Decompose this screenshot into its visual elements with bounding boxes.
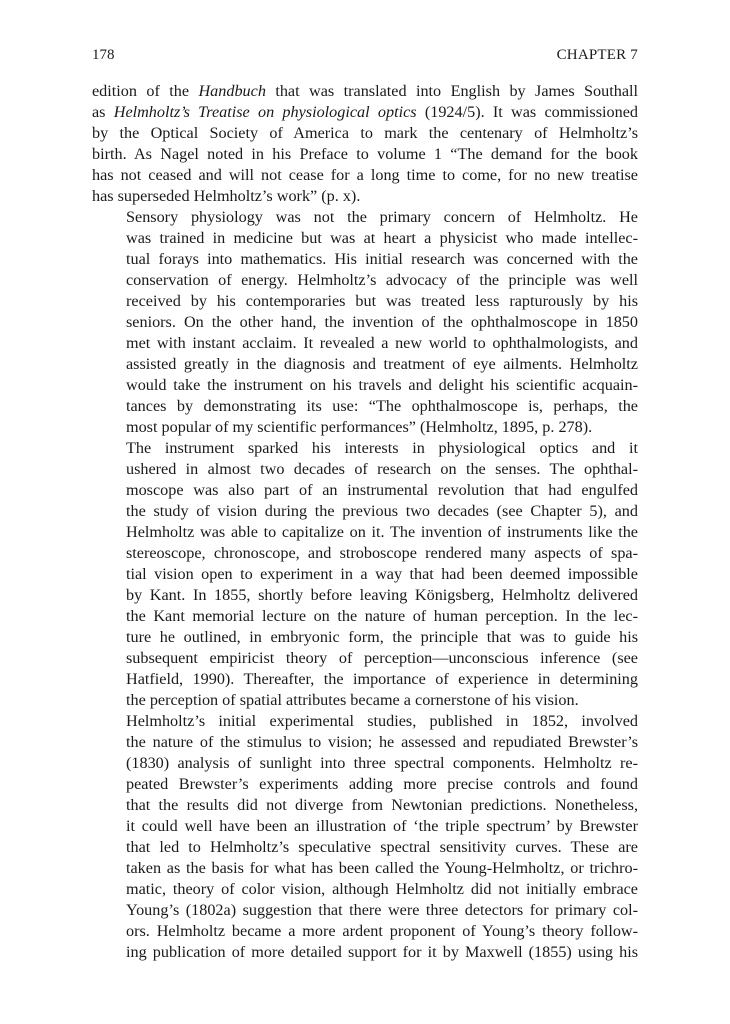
paragraph bbox=[92, 438, 638, 711]
text-line: that the results did not diverge from Newtonian predictions. Nonetheless, bbox=[126, 796, 638, 814]
text-line: met with instant acclaim. It revealed a new world to ophthalmologists, and bbox=[126, 334, 638, 352]
text-line: The instrument sparked his interests in physiological optics and it bbox=[126, 439, 638, 457]
page-header bbox=[92, 45, 638, 65]
text-line: ing publication of more detailed support for it by Maxwell (1855) using his bbox=[126, 943, 638, 961]
text-line: subsequent empiricist theory of perception—unconscious inference (see bbox=[126, 649, 638, 667]
text-line: ushered in almost two decades of research on the senses. The ophthal- bbox=[126, 460, 638, 478]
text-line: assisted greatly in the diagnosis and treatment of eye ailments. Helmholtz bbox=[126, 355, 638, 373]
text-line: tances by demonstrating its use: “The ophthalmoscope is, perhaps, the bbox=[126, 397, 638, 415]
text-line: (1830) analysis of sunlight into three spectral components. Helmholtz re- bbox=[126, 754, 638, 772]
text-line: Sensory physiology was not the primary concern of Helmholtz. He bbox=[126, 208, 638, 226]
running-head: CHAPTER 7 bbox=[556, 47, 638, 63]
text-line: the Kant memorial lecture on the nature of human perception. In the lec- bbox=[126, 607, 638, 625]
text-line: conservation of energy. Helmholtz’s advocacy of the principle was well bbox=[126, 271, 638, 289]
text-line: birth. As Nagel noted in his Preface to volume 1 “The demand for the book bbox=[92, 145, 638, 163]
text-line: matic, theory of color vision, although Helmholtz did not initially embrace bbox=[126, 880, 638, 898]
text-line: taken as the basis for what has been called the Young-Helmholtz, or trichro- bbox=[126, 859, 638, 877]
text-line: by the Optical Society of America to mark the centenary of Helmholtz’s bbox=[92, 124, 638, 142]
text-line: stereoscope, chronoscope, and stroboscope rendered many aspects of spa- bbox=[126, 544, 638, 562]
text-line: Hatfield, 1990). Thereafter, the importance of experience in determining bbox=[126, 670, 638, 688]
text-line: was trained in medicine but was at heart a physicist who made intellec- bbox=[126, 229, 638, 247]
text-line: moscope was also part of an instrumental revolution that had engulfed bbox=[126, 481, 638, 499]
page-number: 178 bbox=[92, 47, 115, 63]
text-line: Helmholtz was able to capitalize on it. The invention of instruments like the bbox=[126, 523, 638, 541]
body-text bbox=[92, 81, 638, 963]
text-line: as Helmholtz’s Treatise on physiological optics (1924/5). It was commissioned bbox=[92, 103, 638, 121]
text-line: peated Brewster’s experiments adding more precise controls and found bbox=[126, 775, 638, 793]
paragraph bbox=[92, 207, 638, 438]
text-line: tual forays into mathematics. His initial research was concerned with the bbox=[126, 250, 638, 268]
text-line: has not ceased and will not cease for a long time to come, for no new treatise bbox=[92, 166, 638, 184]
text-line: Young’s (1802a) suggestion that there were three detectors for primary col- bbox=[126, 901, 638, 919]
text-line: the nature of the stimulus to vision; he assessed and repudiated Brewster’s bbox=[126, 733, 638, 751]
text-line: it could well have been an illustration of ‘the triple spectrum’ by Brewster bbox=[126, 817, 638, 835]
text-line: ture he outlined, in embryonic form, the principle that was to guide his bbox=[126, 628, 638, 646]
text-line: would take the instrument on his travels and delight his scientific acquain- bbox=[126, 376, 638, 394]
text-line: the study of vision during the previous two decades (see Chapter 5), and bbox=[126, 502, 638, 520]
paragraph bbox=[92, 711, 638, 963]
text-line: by Kant. In 1855, shortly before leaving Königsberg, Helmholtz delivered bbox=[126, 586, 638, 604]
text-line: Helmholtz’s initial experimental studies, published in 1852, involved bbox=[126, 712, 638, 730]
text-line: seniors. On the other hand, the invention of the ophthalmoscope in 1850 bbox=[126, 313, 638, 331]
text-line: has superseded Helmholtz’s work” (p. x). bbox=[92, 187, 361, 205]
paragraph bbox=[92, 81, 638, 207]
text-line: edition of the Handbuch that was translated into English by James Southall bbox=[92, 82, 639, 100]
text-line: received by his contemporaries but was treated less rapturously by his bbox=[126, 292, 638, 310]
text-line: most popular of my scientific performances” (Helmholtz, 1895, p. 278). bbox=[126, 418, 593, 436]
text-line: that led to Helmholtz’s speculative spectral sensitivity curves. These are bbox=[126, 838, 638, 856]
text-line: ors. Helmholtz became a more ardent proponent of Young’s theory follow- bbox=[126, 922, 638, 940]
text-line: the perception of spatial attributes became a cornerstone of his vision. bbox=[126, 691, 579, 709]
text-line: tial vision open to experiment in a way that had been deemed impossible bbox=[126, 565, 638, 583]
